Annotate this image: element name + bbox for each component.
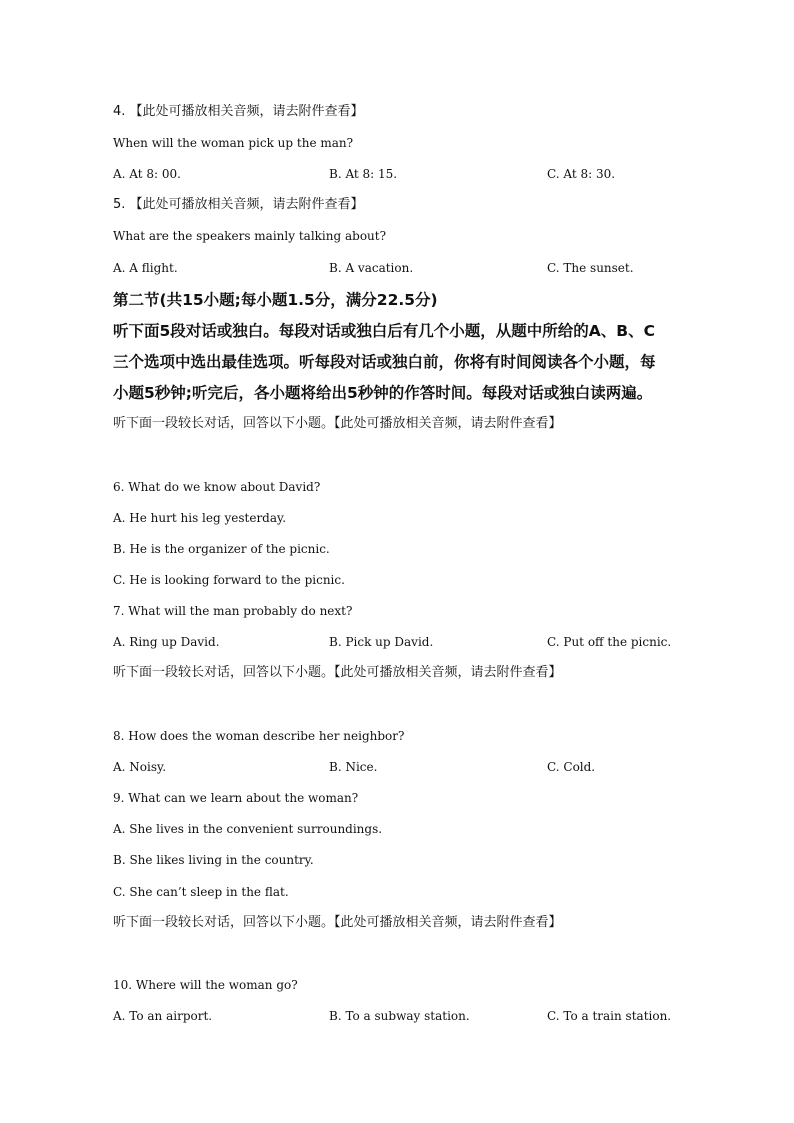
section2-instructions-line-1: 听下面5段对话或独白。每段对话或独白后有几个小题，从题中所给的A、B、C [113,322,655,340]
q10-option-b: B. To a subway station. [329,1009,470,1023]
q6-question: 6. What do we know about David? [113,480,321,494]
section2-title: 第二节(共15小题;每小题1.5分，满分22.5分) [113,291,438,309]
q4-option-c: C. At 8: 30. [547,167,616,181]
q6-option-a: A. He hurt his leg yesterday. [113,511,287,525]
q7-option-c: C. Put off the picnic. [547,635,672,649]
q9-option-b: B. She likes living in the country. [113,853,314,867]
q8-option-b: B. Nice. [329,760,378,774]
q8-question: 8. How does the woman describe her neighbor? [113,729,405,743]
section2-instructions-line-2: 三个选项中选出最佳选项。听每段对话或独白前，你将有时间阅读各个小题，每 [113,353,656,371]
q4-audio-header: 4. 【此处可播放相关音频，请去附件查看】 [113,104,364,119]
q5-question: What are the speakers mainly talking about? [113,229,387,243]
q10-option-a: A. To an airport. [113,1009,213,1023]
q7-option-a: A. Ring up David. [113,635,220,649]
dialog3-intro: 听下面一段较长对话，回答以下小题。【此处可播放相关音频，请去附件查看】 [113,915,562,930]
section2-instructions-line-3: 小题5秒钟;听完后，各小题将给出5秒钟的作答时间。每段对话或独白读两遍。 [113,384,653,402]
q6-option-c: C. He is looking forward to the picnic. [113,573,345,587]
dialog1-intro: 听下面一段较长对话，回答以下小题。【此处可播放相关音频，请去附件查看】 [113,416,562,431]
q4-option-b: B. At 8: 15. [329,167,398,181]
q5-option-c: C. The sunset. [547,261,634,275]
dialog2-intro: 听下面一段较长对话，回答以下小题。【此处可播放相关音频，请去附件查看】 [113,665,562,680]
q7-option-b: B. Pick up David. [329,635,434,649]
q4-question: When will the woman pick up the man? [113,136,354,150]
q5-option-b: B. A vacation. [329,261,414,275]
q9-option-c: C. She can’t sleep in the flat. [113,885,289,899]
q10-option-c: C. To a train station. [547,1009,672,1023]
q5-audio-header: 5. 【此处可播放相关音频，请去附件查看】 [113,197,364,212]
q6-option-b: B. He is the organizer of the picnic. [113,542,330,556]
q10-question: 10. Where will the woman go? [113,978,298,992]
q4-option-a: A. At 8: 00. [113,167,181,181]
q8-option-c: C. Cold. [547,760,596,774]
q7-question: 7. What will the man probably do next? [113,604,353,618]
q9-question: 9. What can we learn about the woman? [113,791,359,805]
q9-option-a: A. She lives in the convenient surroundings. [113,822,383,836]
q8-option-a: A. Noisy. [113,760,167,774]
q5-option-a: A. A flight. [113,261,178,275]
